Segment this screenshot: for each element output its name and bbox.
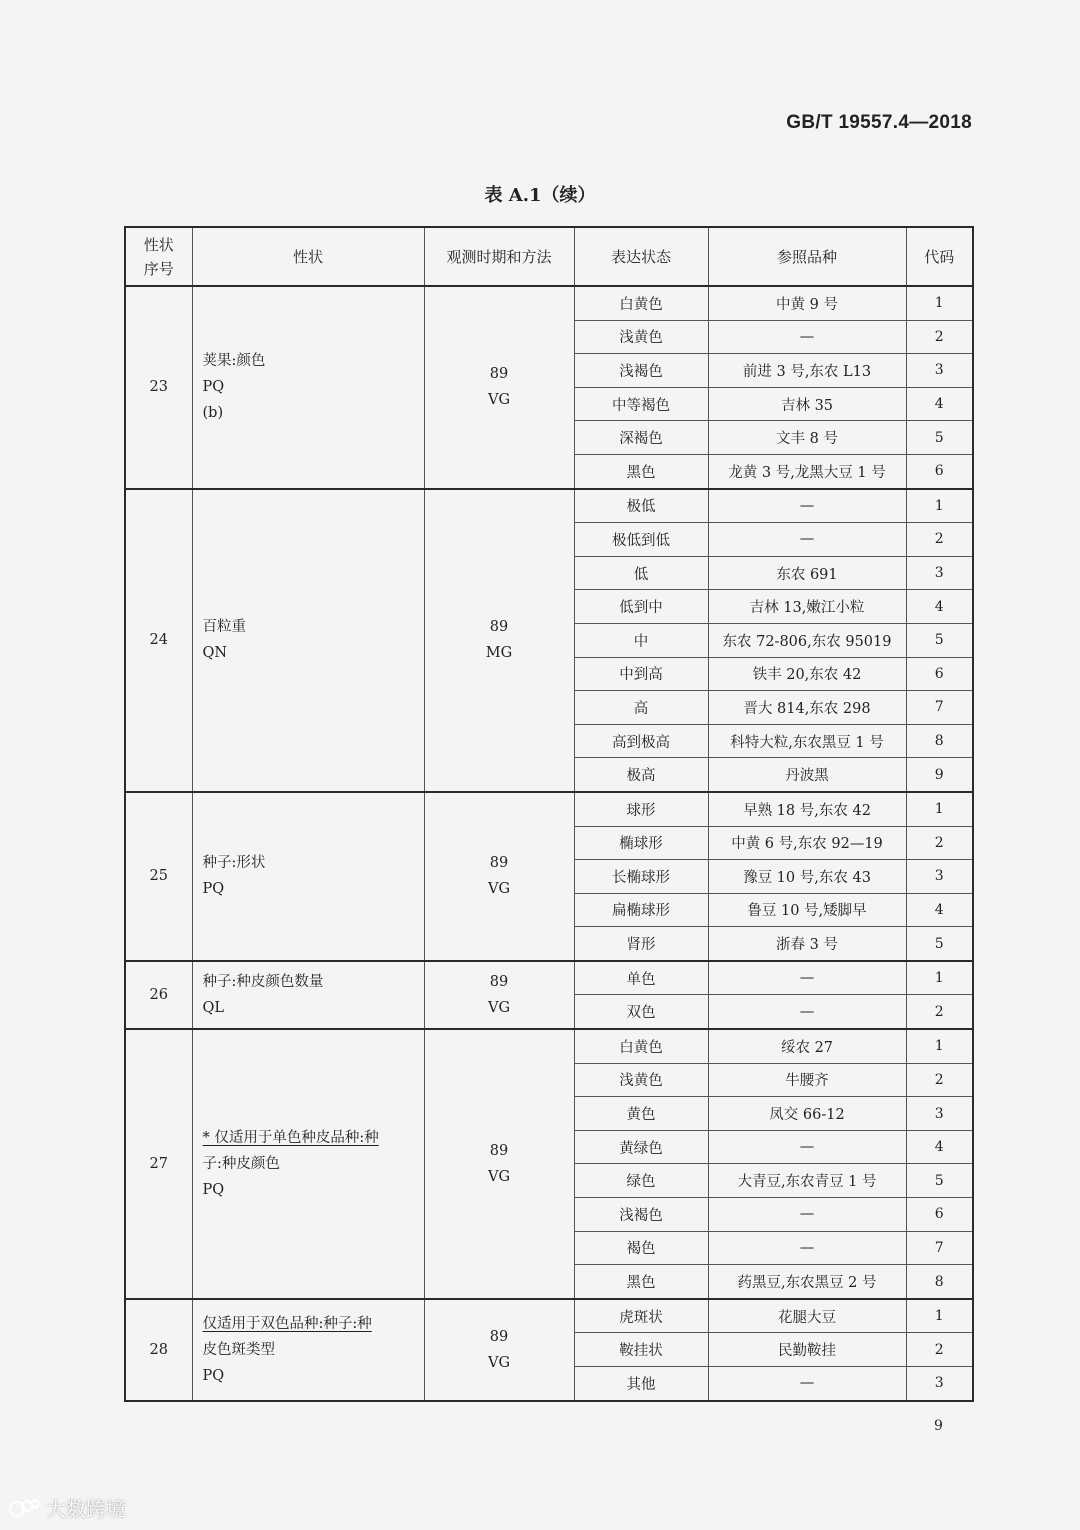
expression-state: 中 — [574, 623, 708, 657]
trait-description — [192, 489, 424, 792]
col-header-expression: 表达状态 — [574, 227, 708, 286]
code-value: 3 — [906, 860, 973, 894]
trait-group-25 — [125, 792, 973, 961]
expression-state: 长椭球形 — [574, 860, 708, 894]
code-value: 6 — [906, 1198, 973, 1232]
code-value: 6 — [906, 454, 973, 488]
col-header-seq-text: 性状序号 — [143, 235, 174, 278]
expression-state: 浅褐色 — [574, 354, 708, 388]
trait-group-23 — [125, 286, 973, 489]
table-header-row — [125, 227, 973, 286]
reference-variety: 豫豆 10 号,东农 43 — [708, 860, 906, 894]
table-row — [125, 792, 973, 826]
trait-group-24 — [125, 489, 973, 792]
observation-method — [424, 792, 574, 961]
code-value: 2 — [906, 995, 973, 1029]
code-value: 2 — [906, 1333, 973, 1367]
reference-variety: 牛腰齐 — [708, 1063, 906, 1097]
trait-line: QN — [202, 645, 228, 662]
trait-description — [192, 1299, 424, 1401]
trait-line: PQ — [202, 379, 225, 396]
code-value: 5 — [906, 1164, 973, 1198]
expression-state: 绿色 — [574, 1164, 708, 1198]
reference-variety: 科特大粒,东农黑豆 1 号 — [708, 724, 906, 758]
reference-variety: 花腿大豆 — [708, 1299, 906, 1333]
code-value: 3 — [906, 1097, 973, 1131]
code-value: 4 — [906, 590, 973, 624]
expression-state: 浅黄色 — [574, 320, 708, 354]
code-value: 7 — [906, 691, 973, 725]
expression-state: 浅黄色 — [574, 1063, 708, 1097]
observation-line: VG — [487, 1168, 511, 1185]
observation-method — [424, 1029, 574, 1299]
trait-line: (b) — [202, 405, 224, 422]
observation-line: 89 — [489, 855, 509, 872]
trait-description — [192, 792, 424, 961]
expression-state: 中等褐色 — [574, 387, 708, 421]
reference-variety: 绥农 27 — [708, 1029, 906, 1063]
expression-state: 黑色 — [574, 1265, 708, 1299]
reference-variety: 前进 3 号,东农 L13 — [708, 354, 906, 388]
reference-variety: — — [708, 995, 906, 1029]
expression-state: 高 — [574, 691, 708, 725]
expression-state: 椭球形 — [574, 826, 708, 860]
code-value: 1 — [906, 1029, 973, 1063]
reference-variety: 东农 72-806,东农 95019 — [708, 623, 906, 657]
observation-line: VG — [487, 881, 511, 898]
code-value: 7 — [906, 1231, 973, 1265]
code-value: 9 — [906, 758, 973, 792]
observation-line: MG — [485, 645, 513, 662]
trait-seq: 23 — [125, 286, 192, 489]
reference-variety: 吉林 35 — [708, 387, 906, 421]
expression-state: 极高 — [574, 758, 708, 792]
reference-variety: 药黑豆,东农黑豆 2 号 — [708, 1265, 906, 1299]
reference-variety: 文丰 8 号 — [708, 421, 906, 455]
trait-group-28 — [125, 1299, 973, 1401]
trait-line: 种子:形状 — [202, 855, 266, 872]
table-row — [125, 489, 973, 523]
col-header-reference: 参照品种 — [708, 227, 906, 286]
reference-variety: 东农 691 — [708, 556, 906, 590]
observation-method — [424, 961, 574, 1029]
code-value: 2 — [906, 826, 973, 860]
expression-state: 高到极高 — [574, 724, 708, 758]
standard-code: GB/T 19557.4—2018 — [786, 112, 972, 133]
observation-line: 89 — [489, 973, 509, 990]
code-value: 5 — [906, 927, 973, 961]
code-value: 8 — [906, 724, 973, 758]
reference-variety: 铁丰 20,东农 42 — [708, 657, 906, 691]
expression-state: 鞍挂状 — [574, 1333, 708, 1367]
code-value: 3 — [906, 556, 973, 590]
traits-table — [124, 226, 974, 1402]
reference-variety: — — [708, 523, 906, 557]
reference-variety: 吉林 13,嫩江小粒 — [708, 590, 906, 624]
trait-line: PQ — [202, 881, 225, 898]
trait-line: PQ — [202, 1367, 225, 1384]
reference-variety: 凤交 66-12 — [708, 1097, 906, 1131]
reference-variety: 晋大 814,东农 298 — [708, 691, 906, 725]
code-value: 1 — [906, 961, 973, 995]
expression-state: 白黄色 — [574, 1029, 708, 1063]
code-value: 4 — [906, 1130, 973, 1164]
trait-description — [192, 961, 424, 1029]
code-value: 4 — [906, 387, 973, 421]
code-value: 3 — [906, 354, 973, 388]
expression-state: 浅褐色 — [574, 1198, 708, 1232]
expression-state: 黄绿色 — [574, 1130, 708, 1164]
expression-state: 黄色 — [574, 1097, 708, 1131]
trait-line: PQ — [202, 1181, 225, 1198]
reference-variety: — — [708, 320, 906, 354]
trait-description — [192, 1029, 424, 1299]
trait-seq: 25 — [125, 792, 192, 961]
expression-state: 黑色 — [574, 454, 708, 488]
trait-description — [192, 286, 424, 489]
code-value: 2 — [906, 1063, 973, 1097]
expression-state: 褐色 — [574, 1231, 708, 1265]
trait-line: * 仅适用于单色种皮品种:种 — [202, 1129, 379, 1146]
code-value: 2 — [906, 523, 973, 557]
reference-variety: — — [708, 1198, 906, 1232]
reference-variety: 丹波黑 — [708, 758, 906, 792]
observation-line: 89 — [489, 1328, 509, 1345]
reference-variety: 浙春 3 号 — [708, 927, 906, 961]
reference-variety: 龙黄 3 号,龙黑大豆 1 号 — [708, 454, 906, 488]
table-row — [125, 286, 973, 320]
expression-state: 极低 — [574, 489, 708, 523]
trait-seq: 26 — [125, 961, 192, 1029]
code-value: 5 — [906, 623, 973, 657]
observation-line: 89 — [489, 1142, 509, 1159]
observation-method — [424, 1299, 574, 1401]
reference-variety: — — [708, 1130, 906, 1164]
reference-variety: 大青豆,东农青豆 1 号 — [708, 1164, 906, 1198]
expression-state: 中到高 — [574, 657, 708, 691]
observation-line: 89 — [489, 619, 509, 636]
col-header-observation: 观测时期和方法 — [424, 227, 574, 286]
reference-variety: 鲁豆 10 号,矮脚早 — [708, 893, 906, 927]
observation-method — [424, 489, 574, 792]
reference-variety: 中黄 6 号,东农 92—19 — [708, 826, 906, 860]
code-value: 3 — [906, 1367, 973, 1401]
reference-variety: 早熟 18 号,东农 42 — [708, 792, 906, 826]
expression-state: 深褐色 — [574, 421, 708, 455]
expression-state: 极低到低 — [574, 523, 708, 557]
reference-variety: 民勤鞍挂 — [708, 1333, 906, 1367]
table-row — [125, 1029, 973, 1063]
code-value: 1 — [906, 489, 973, 523]
trait-seq: 27 — [125, 1029, 192, 1299]
expression-state: 白黄色 — [574, 286, 708, 320]
code-value: 1 — [906, 792, 973, 826]
page-number: 9 — [934, 1418, 943, 1434]
table-row — [125, 1299, 973, 1333]
code-value: 6 — [906, 657, 973, 691]
code-value: 8 — [906, 1265, 973, 1299]
observation-line: VG — [487, 1354, 511, 1371]
trait-line: 仅适用于双色品种:种子:种 — [202, 1315, 372, 1332]
watermark-text: 大数跨境 — [46, 1497, 126, 1521]
reference-variety: — — [708, 489, 906, 523]
code-value: 5 — [906, 421, 973, 455]
expression-state: 其他 — [574, 1367, 708, 1401]
code-value: 4 — [906, 893, 973, 927]
trait-line: 荚果:颜色 — [202, 353, 266, 370]
expression-state: 虎斑状 — [574, 1299, 708, 1333]
code-value: 2 — [906, 320, 973, 354]
table-title: 表 A.1（续） — [484, 185, 596, 206]
trait-line: 种子:种皮颜色数量 — [202, 973, 324, 990]
trait-group-27 — [125, 1029, 973, 1299]
expression-state: 球形 — [574, 792, 708, 826]
trait-line: 百粒重 — [202, 619, 246, 636]
col-header-trait: 性状 — [192, 227, 424, 286]
trait-seq: 28 — [125, 1299, 192, 1401]
watermark — [8, 1493, 126, 1522]
logo-icon — [8, 1497, 42, 1519]
observation-line: 89 — [489, 366, 509, 383]
table-row — [125, 961, 973, 995]
expression-state: 双色 — [574, 995, 708, 1029]
col-header-code: 代码 — [906, 227, 973, 286]
observation-line: VG — [487, 392, 511, 409]
observation-method — [424, 286, 574, 489]
trait-line: 皮色斑类型 — [202, 1341, 275, 1358]
trait-line: QL — [202, 999, 225, 1016]
trait-group-26 — [125, 961, 973, 1029]
expression-state: 单色 — [574, 961, 708, 995]
code-value: 1 — [906, 286, 973, 320]
reference-variety: — — [708, 1367, 906, 1401]
expression-state: 低到中 — [574, 590, 708, 624]
code-value: 1 — [906, 1299, 973, 1333]
trait-line: 子:种皮颜色 — [202, 1155, 280, 1172]
observation-line: VG — [487, 999, 511, 1016]
expression-state: 肾形 — [574, 927, 708, 961]
col-header-seq — [125, 227, 192, 286]
reference-variety: — — [708, 961, 906, 995]
expression-state: 低 — [574, 556, 708, 590]
trait-seq: 24 — [125, 489, 192, 792]
reference-variety: 中黄 9 号 — [708, 286, 906, 320]
reference-variety: — — [708, 1231, 906, 1265]
expression-state: 扁椭球形 — [574, 893, 708, 927]
